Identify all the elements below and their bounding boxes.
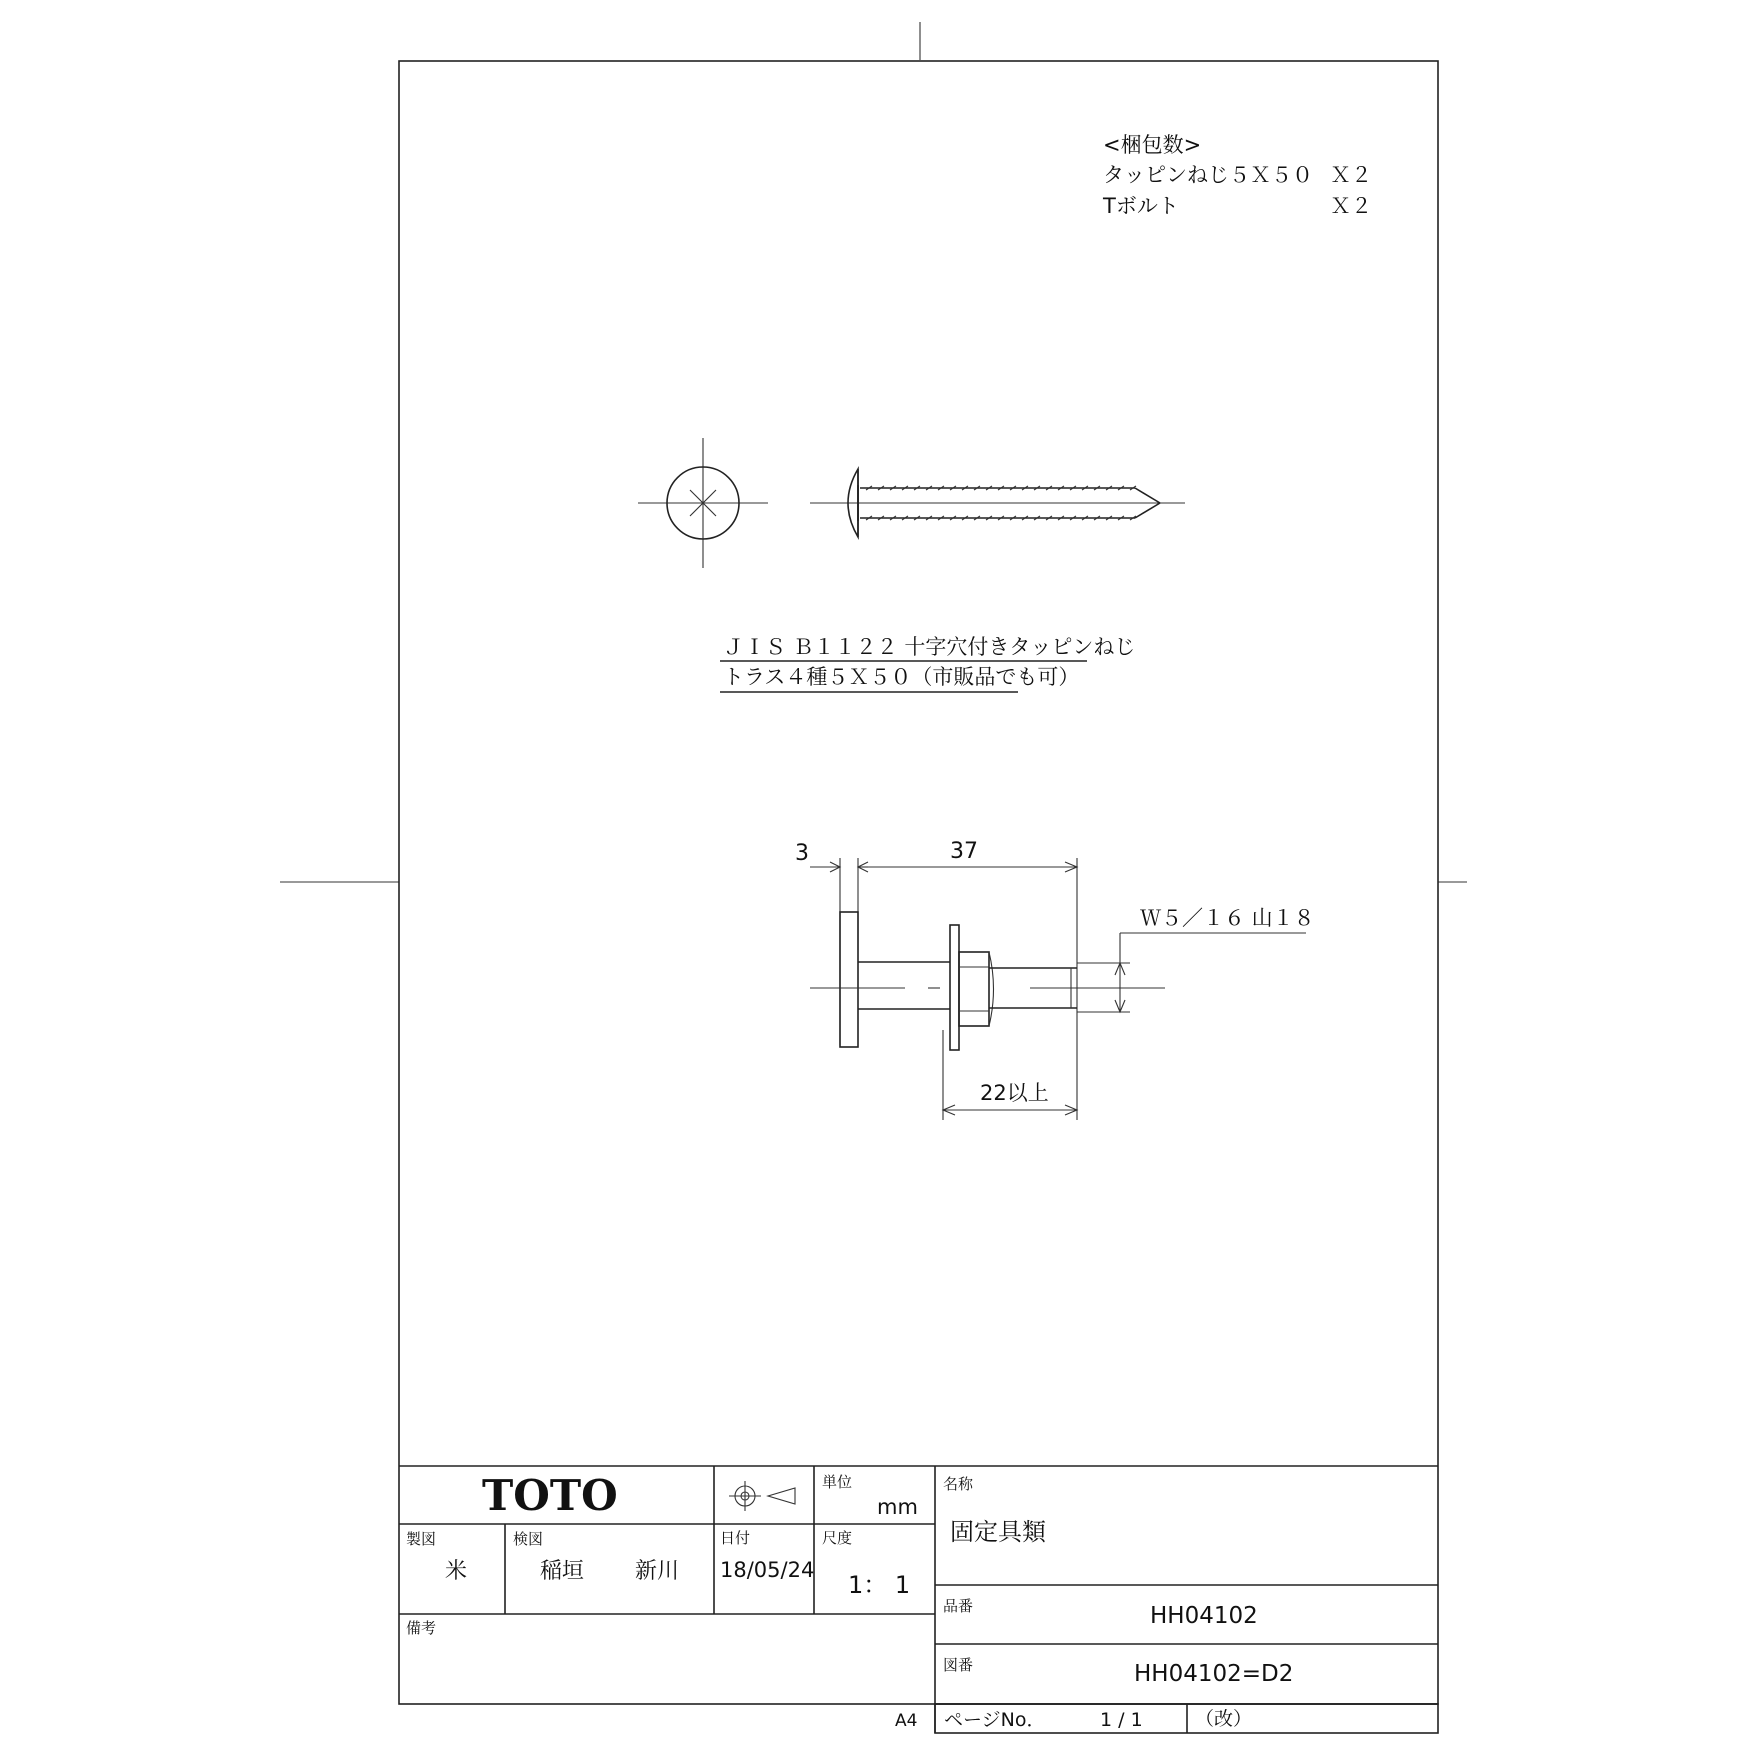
packing-item-bolt-qty: Ｘ２ (1330, 194, 1372, 218)
projection-symbol (729, 1481, 795, 1511)
revision-label: （改） (1195, 1708, 1253, 1730)
screw-end-view (638, 438, 768, 568)
dwg-no-label: 図番 (943, 1656, 974, 1674)
screw-note (720, 635, 1135, 692)
packing-list (1102, 133, 1372, 218)
dim-thread: Ｗ５／１６ 山１８ (1140, 906, 1315, 930)
remarks-label: 備考 (406, 1619, 437, 1637)
dim-head-thickness: 3 (795, 841, 809, 866)
dim-min-thread: 22以上 (980, 1081, 1049, 1105)
screw-note-line2: トラス４種５Ｘ５０（市販品でも可） (723, 665, 1080, 689)
checked-value-2: 新川 (635, 1559, 680, 1584)
dwg-no-value: HH04102=D2 (1134, 1661, 1294, 1687)
title-block (399, 1466, 1438, 1733)
checked-value-1: 稲垣 (540, 1559, 585, 1584)
centering-marks (280, 22, 1467, 882)
sheet-border (399, 61, 1438, 1704)
scale-label: 尺度 (822, 1529, 853, 1547)
scale-value: 1： 1 (848, 1571, 911, 1599)
packing-item-bolt-name: Tボルト (1103, 194, 1179, 218)
packing-header: <梱包数> (1103, 133, 1202, 157)
packing-item-screw-qty: Ｘ２ (1330, 163, 1372, 187)
unit-label: 単位 (822, 1473, 853, 1491)
date-value: 18/05/24 (720, 1558, 815, 1582)
unit-value: mm (877, 1495, 918, 1519)
page-label: ページNo． (944, 1709, 1046, 1731)
drawn-label: 製図 (406, 1530, 437, 1548)
screw-side-view (810, 469, 1185, 537)
paper-size: A4 (895, 1711, 918, 1731)
page-value: 1 / 1 (1100, 1709, 1143, 1731)
name-value: 固定具類 (950, 1518, 1046, 1546)
dim-length: 37 (950, 839, 978, 864)
drawn-value: 米 (445, 1559, 468, 1584)
part-no-value: HH04102 (1150, 1603, 1258, 1629)
t-bolt-drawing (795, 839, 1315, 1120)
toto-logo: TOTO (482, 1471, 618, 1520)
checked-label: 検図 (513, 1530, 544, 1548)
part-no-label: 品番 (943, 1597, 974, 1615)
screw-note-line1: ＪＩＳ Ｂ１１２２ 十字穴付きタッピンねじ (723, 635, 1136, 659)
name-label: 名称 (943, 1475, 974, 1493)
packing-item-screw-name: タッピンねじ５Ｘ５０ (1103, 163, 1313, 187)
date-label: 日付 (720, 1529, 751, 1547)
